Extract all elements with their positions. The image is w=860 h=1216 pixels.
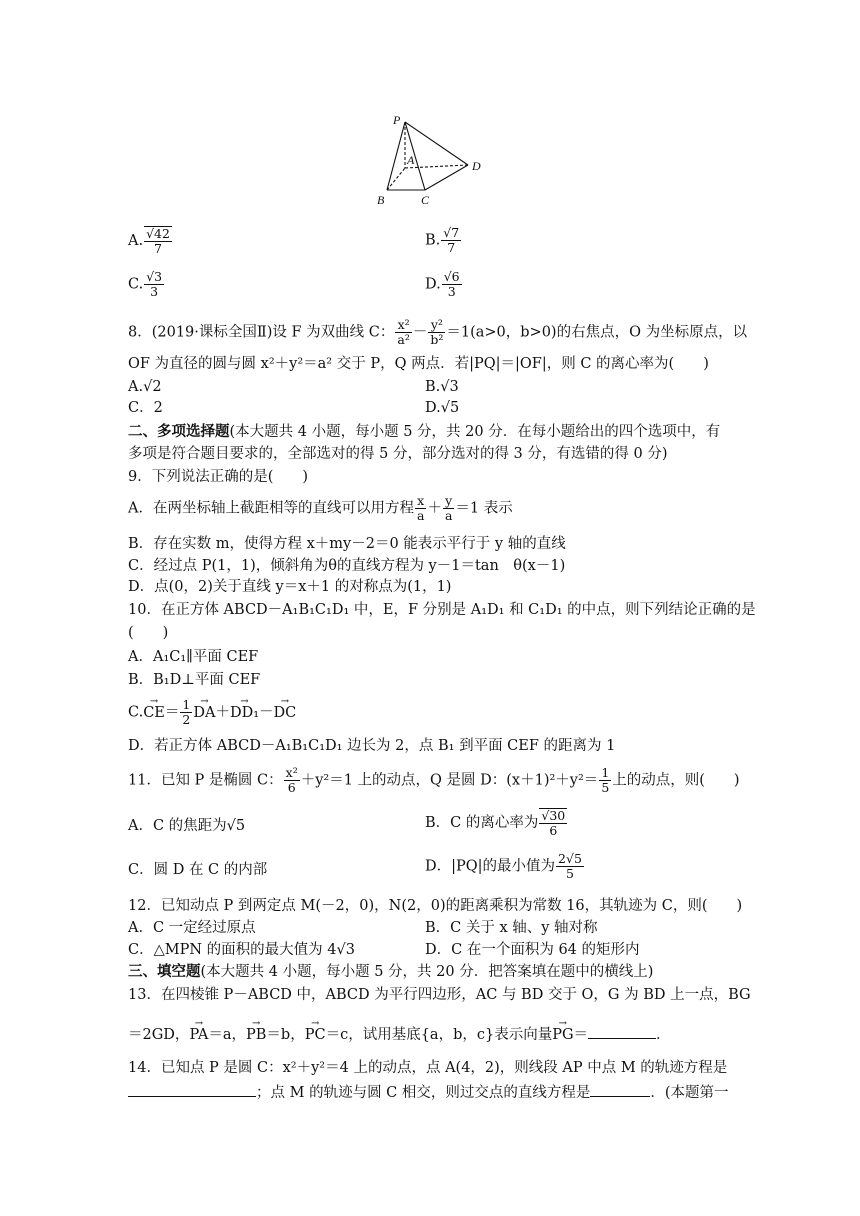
section2-desc: 多项是符合题目要求的，全部选对的得 5 分，部分选对的得 3 分，有选错的得 0 分) [128, 446, 668, 462]
pyramid-figure [365, 110, 495, 210]
q13-answer-blank[interactable] [588, 1024, 656, 1039]
q9-option-b: B．存在实数 m，使得方程 x＋my－2＝0 能表示平行于 y 轴的直线 [128, 536, 566, 552]
q9-stem: 9．下列说法正确的是( ) [128, 469, 309, 485]
q14-answer-blank-2[interactable] [590, 1082, 650, 1097]
q10-option-c: C.→ CE＝ $\frac{1}{2}$ → DA＋→ DD₁－→ DC [128, 698, 296, 727]
q9-option-c: C．经过点 P(1，1)，倾斜角为θ的直线方程为 y－1＝tan θ(x－1) [128, 558, 566, 574]
q11-option-d: D．|PQ|的最小值为 $\frac{2√5}{5}$ [425, 851, 582, 881]
q7-option-a: A. $\frac{√42}{7}$ [128, 226, 170, 256]
q14-line1: 14．已知点 P 是圆 C：x²＋y²＝4 上的动点，点 A(4，2)，则线段 AP 中点 M 的轨迹方程是 [128, 1060, 728, 1076]
q12-option-c: C．△MPN 的面积的最大值为 4√3 [128, 942, 355, 958]
q12-option-a: A．C 一定经过原点 [128, 920, 256, 936]
q10-option-a: A．A₁C₁∥平面 CEF [128, 649, 259, 665]
q12-stem: 12．已知动点 P 到两定点 M(－2，0)，N(2，0)的距离乘积为常数 16，其轨迹为 C，则( ) [128, 898, 743, 914]
q8-line2: OF 为直径的圆与圆 x²＋y²＝a² 交于 P，Q 两点．若|PQ|＝|OF|，则 C 的离心率为( ) [128, 356, 709, 372]
section2-heading: 二、多项选择题(本大题共 4 小题，每小题 5 分，共 20 分．在每小题给出的四个选项中，有 [128, 424, 721, 440]
q12-option-d: D．C 在一个面积为 64 的矩形内 [425, 942, 640, 958]
q13-line2: ＝2GD，→ PA＝a，→ PB＝b，→ PC＝c，试用基底{a，b，c}表示向量→ PG＝ ． [128, 1024, 671, 1045]
q10-option-b: B．B₁D⊥平面 CEF [128, 672, 261, 688]
q7-option-c: C. $\frac{√3}{3}$ [128, 269, 163, 299]
q7-option-d: D. $\frac{√6}{3}$ [425, 269, 460, 299]
q8-option-c: C．2 [128, 400, 163, 416]
q14-line2: ；点 M 的轨迹与圆 C 相交，则过交点的直线方程是 ．(本题第一 [128, 1082, 729, 1103]
q9-option-d: D．点(0，2)关于直线 y＝x＋1 的对称点为(1，1) [128, 579, 452, 595]
label-A: A [407, 153, 415, 167]
q11-option-c: C．圆 D 在 C 的内部 [128, 862, 268, 878]
q10-paren: ( ) [128, 625, 169, 641]
section3-heading: 三、填空题(本大题共 4 小题，每小题 5 分，共 20 分．把答案填在题中的横线上) [128, 964, 654, 980]
q11-option-b: B．C 的离心率为 $\frac{√30}{6}$ [425, 808, 566, 838]
q12-option-b: B．C 关于 x 轴、y 轴对称 [425, 920, 598, 936]
label-D: D [472, 159, 481, 173]
label-B: B [377, 193, 385, 207]
q8-option-a: A.√2 [128, 379, 162, 395]
q8-line1: 8．(2019·课标全国Ⅱ)设 F 为双曲线 C： $\frac{\text{x²}}{\text{a²}}$ － $\frac{\text{y²}}{\text{b²}}$ ＝1(a>0，b>0)的右焦点，O 为坐标原点，以 [128, 317, 748, 347]
q14-answer-blank-1[interactable] [128, 1082, 256, 1097]
q11-stem: 11．已知 P 是椭圆 C： $\frac{\text{x²}}{6}$ ＋y²＝1 上的动点，Q 是圆 D：(x＋1)²＋y²＝ $\frac{1}{5}$ 上的动点，则( ) [128, 765, 740, 795]
q9-option-a: A．在两坐标轴上截距相等的直线可以用方程 $\frac{x}{a}$ ＋ $\frac{y}{a}$ ＝1 表示 [128, 493, 513, 523]
q8-option-d: D.√5 [425, 400, 460, 416]
q10-stem: 10．在正方体 ABCD－A₁B₁C₁D₁ 中，E，F 分别是 A₁D₁ 和 C₁D₁ 的中点，则下列结论正确的是 [128, 602, 756, 618]
q8-option-b: B.√3 [425, 379, 459, 395]
q11-option-a: A．C 的焦距为√5 [128, 818, 246, 834]
q7-option-b: B. $\frac{√7}{7}$ [425, 225, 460, 255]
q10-option-d: D．若正方体 ABCD－A₁B₁C₁D₁ 边长为 2，点 B₁ 到平面 CEF 的距离为 1 [128, 738, 616, 754]
q13-line1: 13．在四棱锥 P－ABCD 中，ABCD 为平行四边形，AC 与 BD 交于 O，G 为 BD 上一点，BG [128, 987, 751, 1003]
label-C: C [421, 193, 430, 207]
label-P: P [393, 113, 401, 127]
